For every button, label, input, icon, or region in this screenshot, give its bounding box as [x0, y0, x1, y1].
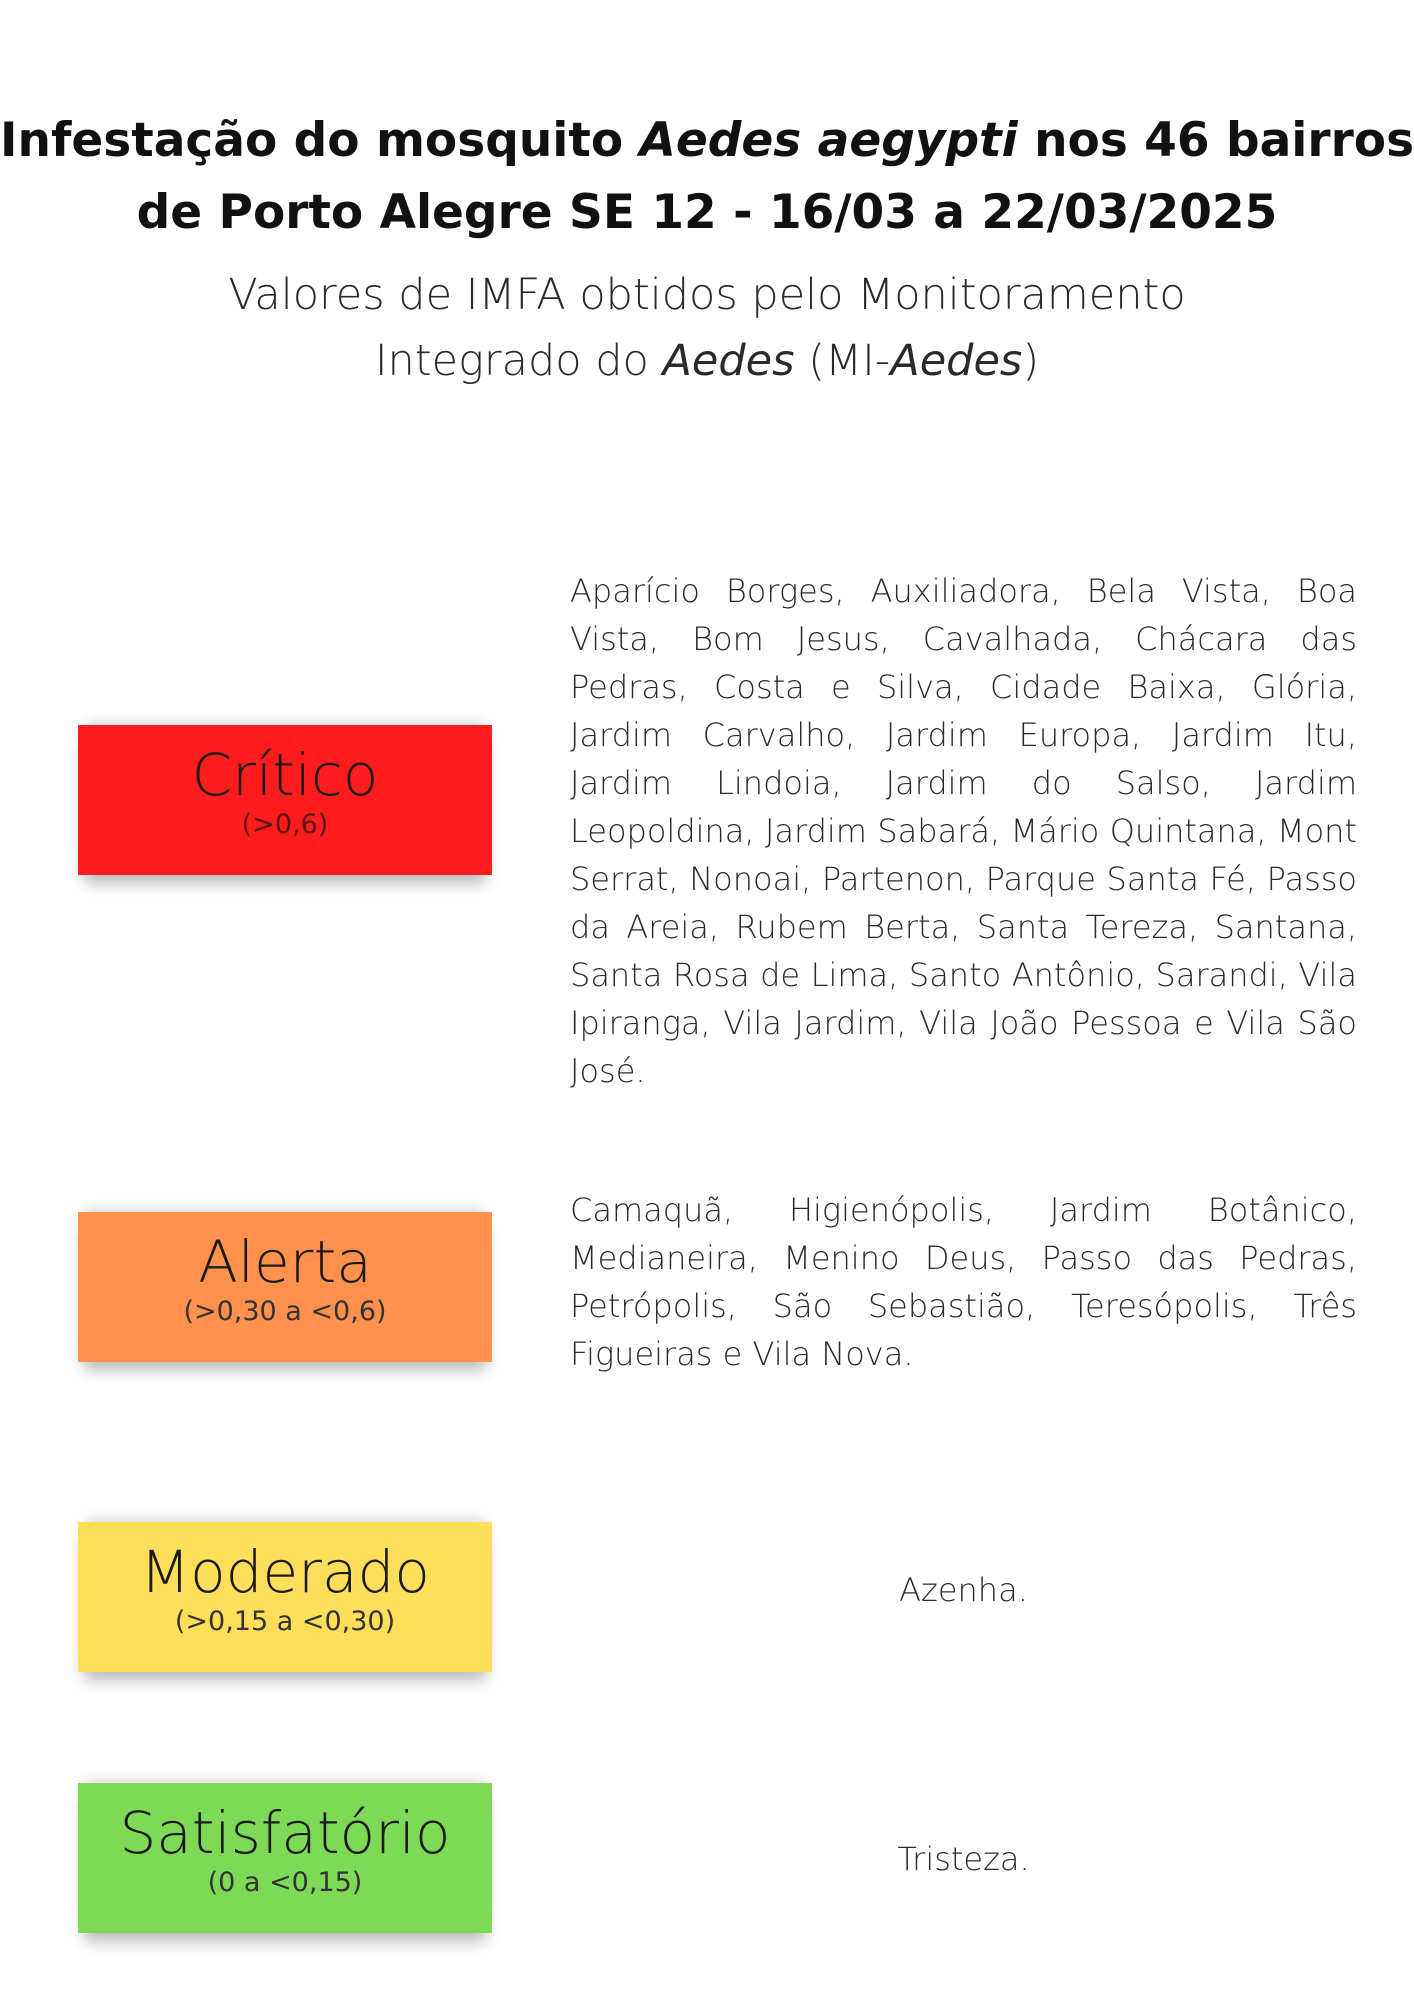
- subtitle-genus: Aedes: [662, 336, 795, 386]
- level-label: Satisfatório: [119, 1799, 451, 1867]
- title-species: Aedes aegypti: [639, 113, 1018, 168]
- subtitle-genus: Aedes: [890, 336, 1023, 386]
- neighborhood-list-satisfatorio: Tristeza.: [897, 1840, 1030, 1878]
- level-badge-moderado: [78, 1522, 492, 1672]
- subtitle-line-1: Valores de IMFA obtidos pelo Monitoramento: [228, 270, 1186, 320]
- neighborhood-list-alerta: Camaquã, Higienópolis, Jardim Botânico, Medianeira, Menino Deus, Passo das Pedras, Petrópolis, São Sebastião, Teresópolis, Três Figueiras e Vila Nova.: [570, 1191, 1357, 1373]
- level-range: (>0,6): [241, 809, 329, 840]
- page-subtitle: [0, 262, 1414, 394]
- title-line-1: [0, 105, 1414, 177]
- level-range: (>0,30 a <0,6): [183, 1296, 387, 1327]
- subtitle-text: ): [1022, 336, 1040, 386]
- subtitle-text: Integrado do: [374, 336, 663, 386]
- title-text: nos 46 bairros: [1017, 113, 1414, 168]
- neighborhood-list-moderado: Azenha.: [899, 1571, 1028, 1609]
- title-line-2: de Porto Alegre SE 12 - 16/03 a 22/03/2025: [136, 185, 1278, 240]
- page-title: [0, 105, 1414, 249]
- level-badge-critico: [78, 725, 492, 875]
- level-badge-satisfatorio: [78, 1783, 492, 1933]
- level-label: Moderado: [140, 1538, 430, 1606]
- level-label: Crítico: [191, 741, 379, 809]
- level-range: (>0,15 a <0,30): [174, 1606, 396, 1637]
- subtitle-line-2: [0, 328, 1414, 394]
- level-range: (0 a <0,15): [207, 1867, 363, 1898]
- level-label: Alerta: [198, 1228, 372, 1296]
- subtitle-text: (MI-: [794, 336, 891, 386]
- neighborhood-list-critico: Aparício Borges, Auxiliadora, Bela Vista, Boa Vista, Bom Jesus, Cavalhada, Chácara das Pedras, Costa e Silva, Cidade Baixa, Glória, Jardim Carvalho, Jardim Europa, Jardim Itu, Jardim Lindoia, Jardim do Salso, Jardim Leopoldina, Jardim Sabará, Mário Quintana, Mont Serrat, Nonoai, Partenon, Parque Santa Fé, Passo da Areia, Rubem Berta, Santa Tereza, Santana, Santa Rosa de Lima, Santo Antônio, Sarandi, Vila Ipiranga, Vila Jardim, Vila João Pessoa e Vila São José.: [570, 572, 1357, 1090]
- title-text: Infestação do mosquito: [0, 113, 640, 168]
- level-badge-alerta: [78, 1212, 492, 1362]
